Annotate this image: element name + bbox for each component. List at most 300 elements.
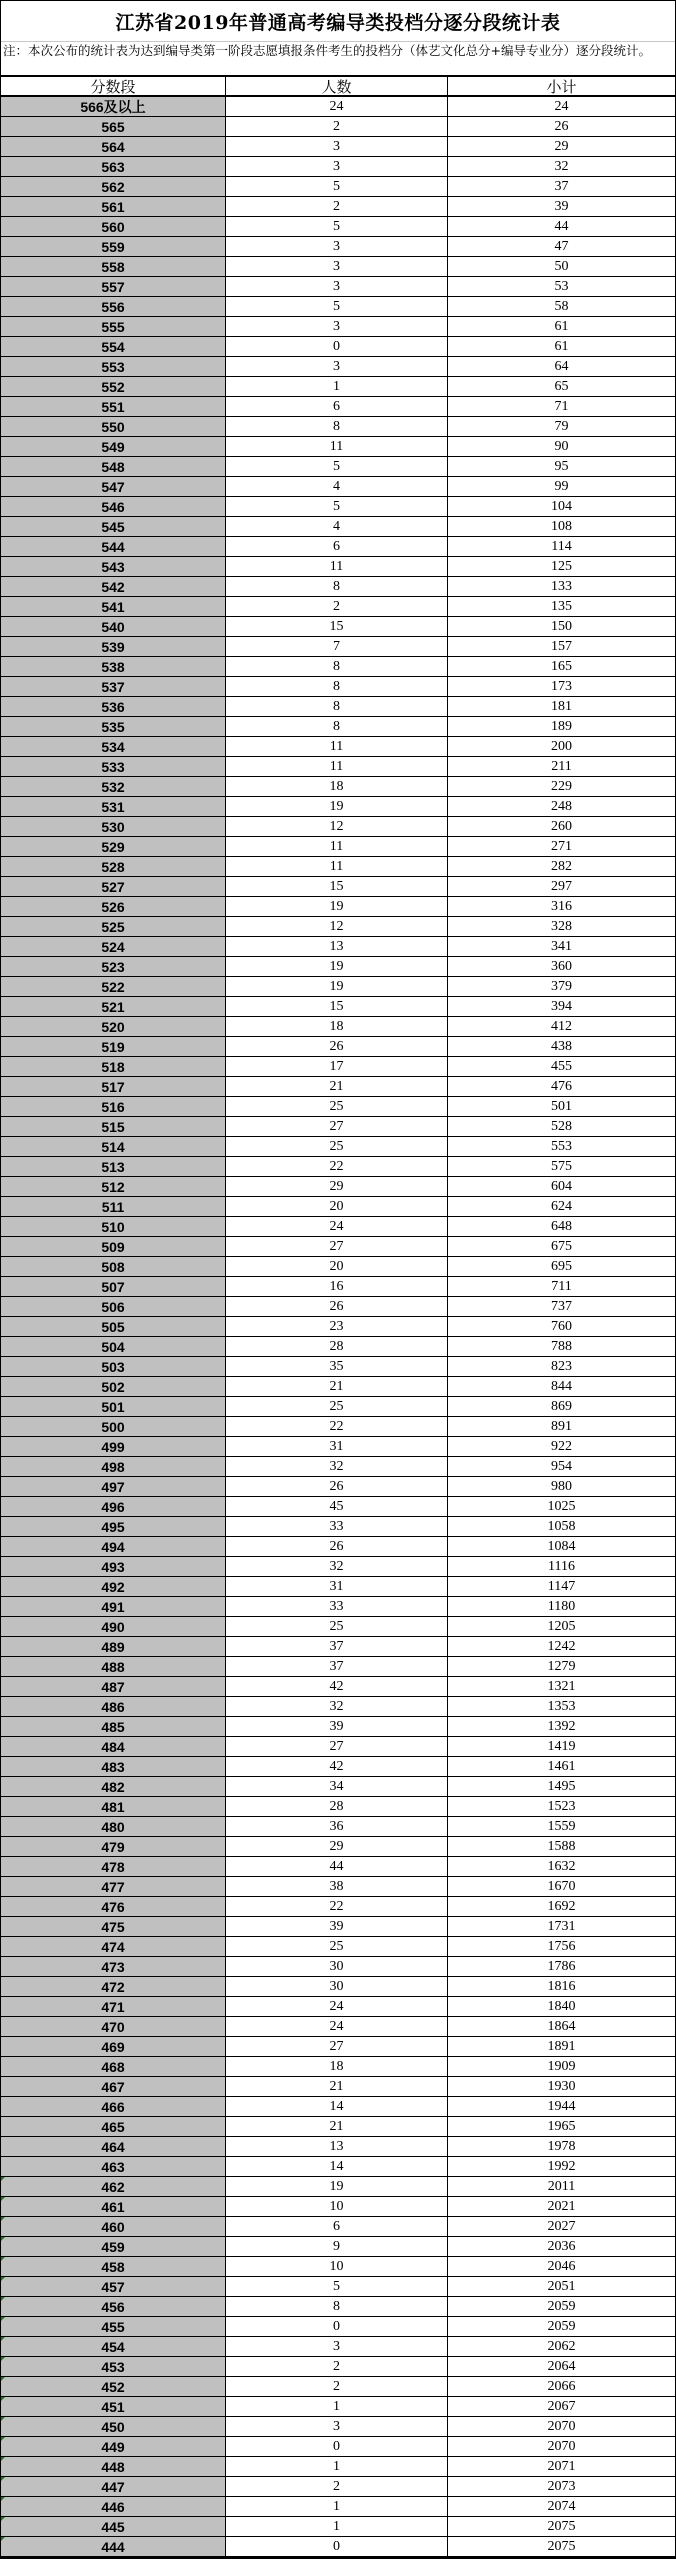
count-cell: 4 (226, 477, 448, 497)
cumulative-total-cell: 1692 (448, 1897, 675, 1917)
cumulative-total-cell: 157 (448, 637, 675, 657)
count-cell: 11 (226, 757, 448, 777)
cumulative-total-cell: 1058 (448, 1517, 675, 1537)
cumulative-total-cell: 114 (448, 537, 675, 557)
score-range-cell: 465 (1, 2117, 226, 2137)
count-cell: 27 (226, 1117, 448, 1137)
cumulative-total-cell: 2036 (448, 2237, 675, 2257)
count-cell: 6 (226, 2217, 448, 2237)
count-cell: 0 (226, 2537, 448, 2557)
score-range-cell: 453 (1, 2357, 226, 2377)
score-range-cell: 452 (1, 2377, 226, 2397)
cumulative-total-cell: 1670 (448, 1877, 675, 1897)
score-range-cell: 490 (1, 1617, 226, 1637)
count-cell: 18 (226, 2057, 448, 2077)
cumulative-total-cell: 2074 (448, 2497, 675, 2517)
cumulative-total-cell: 737 (448, 1297, 675, 1317)
count-cell: 1 (226, 2397, 448, 2417)
count-cell: 21 (226, 2077, 448, 2097)
count-cell: 17 (226, 1057, 448, 1077)
cumulative-total-cell: 29 (448, 137, 675, 157)
count-cell: 42 (226, 1677, 448, 1697)
score-range-cell: 457 (1, 2277, 226, 2297)
count-cell: 14 (226, 2097, 448, 2117)
count-cell: 2 (226, 2377, 448, 2397)
cumulative-total-cell: 2070 (448, 2437, 675, 2457)
cumulative-total-cell: 71 (448, 397, 675, 417)
score-range-cell: 555 (1, 317, 226, 337)
count-cell: 13 (226, 2137, 448, 2157)
score-range-cell: 527 (1, 877, 226, 897)
column-header-total: 小计 (448, 77, 675, 97)
cumulative-total-cell: 648 (448, 1217, 675, 1237)
score-range-cell: 537 (1, 677, 226, 697)
cumulative-total-cell: 501 (448, 1097, 675, 1117)
count-cell: 31 (226, 1577, 448, 1597)
cumulative-total-cell: 79 (448, 417, 675, 437)
cumulative-total-cell: 1756 (448, 1937, 675, 1957)
count-cell: 11 (226, 437, 448, 457)
cumulative-total-cell: 1930 (448, 2077, 675, 2097)
count-cell: 25 (226, 1937, 448, 1957)
count-cell: 39 (226, 1717, 448, 1737)
count-cell: 24 (226, 1997, 448, 2017)
cumulative-total-cell: 2064 (448, 2357, 675, 2377)
cumulative-total-cell: 328 (448, 917, 675, 937)
score-range-cell: 557 (1, 277, 226, 297)
count-cell: 12 (226, 817, 448, 837)
score-range-cell: 512 (1, 1177, 226, 1197)
score-range-cell: 529 (1, 837, 226, 857)
score-range-cell: 564 (1, 137, 226, 157)
cumulative-total-cell: 823 (448, 1357, 675, 1377)
count-cell: 1 (226, 377, 448, 397)
score-range-cell: 444 (1, 2537, 226, 2557)
score-range-cell: 500 (1, 1417, 226, 1437)
score-range-cell: 532 (1, 777, 226, 797)
cumulative-total-cell: 2051 (448, 2277, 675, 2297)
score-range-cell: 542 (1, 577, 226, 597)
score-range-cell: 540 (1, 617, 226, 637)
cumulative-total-cell: 1816 (448, 1977, 675, 1997)
count-cell: 27 (226, 2037, 448, 2057)
cumulative-total-cell: 360 (448, 957, 675, 977)
cumulative-total-cell: 2075 (448, 2517, 675, 2537)
cumulative-total-cell: 181 (448, 697, 675, 717)
cumulative-total-cell: 869 (448, 1397, 675, 1417)
score-range-cell: 521 (1, 997, 226, 1017)
column-header-score: 分数段 (1, 77, 226, 97)
cumulative-total-cell: 133 (448, 577, 675, 597)
count-cell: 5 (226, 457, 448, 477)
count-cell: 9 (226, 2237, 448, 2257)
cumulative-total-cell: 844 (448, 1377, 675, 1397)
cumulative-total-cell: 2011 (448, 2177, 675, 2197)
score-range-cell: 508 (1, 1257, 226, 1277)
cumulative-total-cell: 1559 (448, 1817, 675, 1837)
score-range-cell: 515 (1, 1117, 226, 1137)
cumulative-total-cell: 438 (448, 1037, 675, 1057)
count-cell: 44 (226, 1857, 448, 1877)
count-cell: 5 (226, 217, 448, 237)
score-range-cell: 498 (1, 1457, 226, 1477)
cumulative-total-cell: 1025 (448, 1497, 675, 1517)
score-range-cell: 476 (1, 1897, 226, 1917)
score-range-cell: 485 (1, 1717, 226, 1737)
count-cell: 0 (226, 2317, 448, 2337)
score-range-cell: 549 (1, 437, 226, 457)
count-cell: 18 (226, 1017, 448, 1037)
score-range-cell: 487 (1, 1677, 226, 1697)
cumulative-total-cell: 2021 (448, 2197, 675, 2217)
cumulative-total-cell: 624 (448, 1197, 675, 1217)
score-range-cell: 501 (1, 1397, 226, 1417)
count-cell: 8 (226, 657, 448, 677)
score-range-cell: 447 (1, 2477, 226, 2497)
count-cell: 32 (226, 1557, 448, 1577)
count-cell: 3 (226, 2417, 448, 2437)
score-range-cell: 560 (1, 217, 226, 237)
count-cell: 19 (226, 2177, 448, 2197)
score-range-cell: 530 (1, 817, 226, 837)
cumulative-total-cell: 58 (448, 297, 675, 317)
cumulative-total-cell: 711 (448, 1277, 675, 1297)
count-cell: 24 (226, 1217, 448, 1237)
score-range-cell: 547 (1, 477, 226, 497)
count-cell: 39 (226, 1917, 448, 1937)
cumulative-total-cell: 1279 (448, 1657, 675, 1677)
count-cell: 15 (226, 877, 448, 897)
cumulative-total-cell: 1588 (448, 1837, 675, 1857)
cumulative-total-cell: 64 (448, 357, 675, 377)
score-range-cell: 553 (1, 357, 226, 377)
cumulative-total-cell: 2071 (448, 2457, 675, 2477)
cumulative-total-cell: 211 (448, 757, 675, 777)
score-range-cell: 456 (1, 2297, 226, 2317)
cumulative-total-cell: 604 (448, 1177, 675, 1197)
count-cell: 26 (226, 1537, 448, 1557)
cumulative-total-cell: 99 (448, 477, 675, 497)
cumulative-total-cell: 891 (448, 1417, 675, 1437)
score-range-cell: 516 (1, 1097, 226, 1117)
score-range-cell: 451 (1, 2397, 226, 2417)
score-range-cell: 494 (1, 1537, 226, 1557)
score-range-cell: 561 (1, 197, 226, 217)
score-range-cell: 520 (1, 1017, 226, 1037)
score-range-cell: 546 (1, 497, 226, 517)
count-cell: 45 (226, 1497, 448, 1517)
score-range-cell: 449 (1, 2437, 226, 2457)
count-cell: 10 (226, 2197, 448, 2217)
score-range-cell: 543 (1, 557, 226, 577)
score-range-cell: 454 (1, 2337, 226, 2357)
cumulative-total-cell: 44 (448, 217, 675, 237)
count-cell: 1 (226, 2457, 448, 2477)
score-range-cell: 551 (1, 397, 226, 417)
score-range-cell: 544 (1, 537, 226, 557)
count-cell: 22 (226, 1157, 448, 1177)
count-cell: 32 (226, 1697, 448, 1717)
cumulative-total-cell: 1965 (448, 2117, 675, 2137)
count-cell: 8 (226, 697, 448, 717)
score-range-cell: 478 (1, 1857, 226, 1877)
count-cell: 11 (226, 737, 448, 757)
count-cell: 15 (226, 997, 448, 1017)
count-cell: 13 (226, 937, 448, 957)
score-range-cell: 503 (1, 1357, 226, 1377)
score-range-cell: 460 (1, 2217, 226, 2237)
score-range-cell: 563 (1, 157, 226, 177)
count-cell: 19 (226, 897, 448, 917)
score-range-cell: 505 (1, 1317, 226, 1337)
score-range-cell: 558 (1, 257, 226, 277)
count-cell: 18 (226, 777, 448, 797)
count-cell: 20 (226, 1197, 448, 1217)
cumulative-total-cell: 1392 (448, 1717, 675, 1737)
title-row (1, 1, 675, 42)
score-range-cell: 467 (1, 2077, 226, 2097)
cumulative-total-cell: 297 (448, 877, 675, 897)
count-cell: 16 (226, 1277, 448, 1297)
count-cell: 8 (226, 717, 448, 737)
cumulative-total-cell: 2027 (448, 2217, 675, 2237)
score-range-cell: 462 (1, 2177, 226, 2197)
cumulative-total-cell: 1242 (448, 1637, 675, 1657)
count-cell: 3 (226, 277, 448, 297)
score-range-cell: 466 (1, 2097, 226, 2117)
count-cell: 36 (226, 1817, 448, 1837)
score-range-cell: 458 (1, 2257, 226, 2277)
count-cell: 38 (226, 1877, 448, 1897)
score-range-cell: 448 (1, 2457, 226, 2477)
score-range-cell: 495 (1, 1517, 226, 1537)
cumulative-total-cell: 24 (448, 97, 675, 117)
count-cell: 2 (226, 117, 448, 137)
score-range-cell: 477 (1, 1877, 226, 1897)
score-range-cell: 489 (1, 1637, 226, 1657)
score-range-cell: 469 (1, 2037, 226, 2057)
cumulative-total-cell: 1909 (448, 2057, 675, 2077)
count-cell: 11 (226, 857, 448, 877)
score-range-cell: 459 (1, 2237, 226, 2257)
cumulative-total-cell: 476 (448, 1077, 675, 1097)
cumulative-total-cell: 2070 (448, 2417, 675, 2437)
cumulative-total-cell: 125 (448, 557, 675, 577)
count-cell: 30 (226, 1957, 448, 1977)
score-range-cell: 461 (1, 2197, 226, 2217)
cumulative-total-cell: 675 (448, 1237, 675, 1257)
score-range-cell: 450 (1, 2417, 226, 2437)
score-range-cell: 552 (1, 377, 226, 397)
cumulative-total-cell: 2059 (448, 2297, 675, 2317)
score-range-cell: 482 (1, 1777, 226, 1797)
count-cell: 8 (226, 677, 448, 697)
cumulative-total-cell: 394 (448, 997, 675, 1017)
cumulative-total-cell: 248 (448, 797, 675, 817)
cumulative-total-cell: 189 (448, 717, 675, 737)
count-cell: 26 (226, 1037, 448, 1057)
cumulative-total-cell: 47 (448, 237, 675, 257)
count-cell: 3 (226, 357, 448, 377)
count-cell: 8 (226, 2297, 448, 2317)
count-cell: 27 (226, 1737, 448, 1757)
cumulative-total-cell: 1084 (448, 1537, 675, 1557)
score-range-cell: 541 (1, 597, 226, 617)
cumulative-total-cell: 1523 (448, 1797, 675, 1817)
cumulative-total-cell: 1731 (448, 1917, 675, 1937)
cumulative-total-cell: 1978 (448, 2137, 675, 2157)
count-cell: 2 (226, 2477, 448, 2497)
cumulative-total-cell: 1116 (448, 1557, 675, 1577)
count-cell: 8 (226, 577, 448, 597)
cumulative-total-cell: 341 (448, 937, 675, 957)
cumulative-total-cell: 980 (448, 1477, 675, 1497)
score-range-cell: 525 (1, 917, 226, 937)
score-range-cell: 550 (1, 417, 226, 437)
score-range-cell: 536 (1, 697, 226, 717)
cumulative-total-cell: 2067 (448, 2397, 675, 2417)
count-cell: 2 (226, 2357, 448, 2377)
count-cell: 3 (226, 157, 448, 177)
score-range-cell: 472 (1, 1977, 226, 1997)
score-range-cell: 565 (1, 117, 226, 137)
cumulative-total-cell: 788 (448, 1337, 675, 1357)
cumulative-total-cell: 50 (448, 257, 675, 277)
count-cell: 5 (226, 2277, 448, 2297)
cumulative-total-cell: 1840 (448, 1997, 675, 2017)
count-cell: 42 (226, 1757, 448, 1777)
cumulative-total-cell: 53 (448, 277, 675, 297)
cumulative-total-cell: 260 (448, 817, 675, 837)
count-cell: 26 (226, 1297, 448, 1317)
count-cell: 30 (226, 1977, 448, 1997)
score-range-cell: 562 (1, 177, 226, 197)
count-cell: 21 (226, 1377, 448, 1397)
cumulative-total-cell: 379 (448, 977, 675, 997)
score-table (1, 77, 675, 2557)
count-cell: 24 (226, 97, 448, 117)
cumulative-total-cell: 954 (448, 1457, 675, 1477)
score-range-cell: 506 (1, 1297, 226, 1317)
cumulative-total-cell: 1891 (448, 2037, 675, 2057)
score-range-cell: 556 (1, 297, 226, 317)
count-cell: 2 (226, 597, 448, 617)
score-range-cell: 445 (1, 2517, 226, 2537)
cumulative-total-cell: 1786 (448, 1957, 675, 1977)
cumulative-total-cell: 316 (448, 897, 675, 917)
cumulative-total-cell: 65 (448, 377, 675, 397)
score-range-cell: 470 (1, 2017, 226, 2037)
cumulative-total-cell: 135 (448, 597, 675, 617)
cumulative-total-cell: 26 (448, 117, 675, 137)
score-range-cell: 493 (1, 1557, 226, 1577)
score-range-cell: 473 (1, 1957, 226, 1977)
score-range-cell: 528 (1, 857, 226, 877)
cumulative-total-cell: 2066 (448, 2377, 675, 2397)
count-cell: 19 (226, 977, 448, 997)
cumulative-total-cell: 528 (448, 1117, 675, 1137)
cumulative-total-cell: 2059 (448, 2317, 675, 2337)
cumulative-total-cell: 32 (448, 157, 675, 177)
score-range-cell: 510 (1, 1217, 226, 1237)
score-range-cell: 539 (1, 637, 226, 657)
score-range-cell: 534 (1, 737, 226, 757)
score-range-cell: 548 (1, 457, 226, 477)
cumulative-total-cell: 412 (448, 1017, 675, 1037)
count-cell: 5 (226, 497, 448, 517)
count-cell: 24 (226, 2017, 448, 2037)
count-cell: 1 (226, 2497, 448, 2517)
count-cell: 5 (226, 177, 448, 197)
count-cell: 5 (226, 297, 448, 317)
count-cell: 6 (226, 537, 448, 557)
count-cell: 22 (226, 1417, 448, 1437)
score-range-cell: 492 (1, 1577, 226, 1597)
score-range-cell: 522 (1, 977, 226, 997)
score-range-cell: 491 (1, 1597, 226, 1617)
cumulative-total-cell: 95 (448, 457, 675, 477)
cumulative-total-cell: 90 (448, 437, 675, 457)
cumulative-total-cell: 173 (448, 677, 675, 697)
cumulative-total-cell: 455 (448, 1057, 675, 1077)
score-range-cell: 533 (1, 757, 226, 777)
cumulative-total-cell: 2075 (448, 2537, 675, 2557)
page-title: 江苏省2019年普通高考编导类投档分逐分段统计表 (115, 11, 561, 34)
score-range-cell: 486 (1, 1697, 226, 1717)
score-range-cell: 538 (1, 657, 226, 677)
cumulative-total-cell: 229 (448, 777, 675, 797)
count-cell: 3 (226, 257, 448, 277)
count-cell: 3 (226, 317, 448, 337)
score-range-cell: 519 (1, 1037, 226, 1057)
cumulative-total-cell: 695 (448, 1257, 675, 1277)
score-range-cell: 480 (1, 1817, 226, 1837)
score-range-cell: 559 (1, 237, 226, 257)
count-cell: 11 (226, 837, 448, 857)
count-cell: 3 (226, 137, 448, 157)
cumulative-total-cell: 61 (448, 317, 675, 337)
score-range-cell: 464 (1, 2137, 226, 2157)
cumulative-total-cell: 1495 (448, 1777, 675, 1797)
count-cell: 2 (226, 197, 448, 217)
cumulative-total-cell: 1632 (448, 1857, 675, 1877)
count-cell: 19 (226, 957, 448, 977)
count-cell: 8 (226, 417, 448, 437)
score-range-cell: 511 (1, 1197, 226, 1217)
score-range-cell: 523 (1, 957, 226, 977)
score-range-cell: 499 (1, 1437, 226, 1457)
cumulative-total-cell: 1353 (448, 1697, 675, 1717)
cumulative-total-cell: 200 (448, 737, 675, 757)
cumulative-total-cell: 271 (448, 837, 675, 857)
count-cell: 29 (226, 1837, 448, 1857)
count-cell: 3 (226, 2337, 448, 2357)
cumulative-total-cell: 1180 (448, 1597, 675, 1617)
count-cell: 34 (226, 1777, 448, 1797)
cumulative-total-cell: 2073 (448, 2477, 675, 2497)
count-cell: 25 (226, 1617, 448, 1637)
note-row (1, 42, 675, 77)
column-header-count: 人数 (226, 77, 448, 97)
score-range-cell: 483 (1, 1757, 226, 1777)
count-cell: 26 (226, 1477, 448, 1497)
score-range-cell: 488 (1, 1657, 226, 1677)
score-range-cell: 526 (1, 897, 226, 917)
cumulative-total-cell: 1147 (448, 1577, 675, 1597)
count-cell: 21 (226, 2117, 448, 2137)
count-cell: 28 (226, 1797, 448, 1817)
count-cell: 12 (226, 917, 448, 937)
